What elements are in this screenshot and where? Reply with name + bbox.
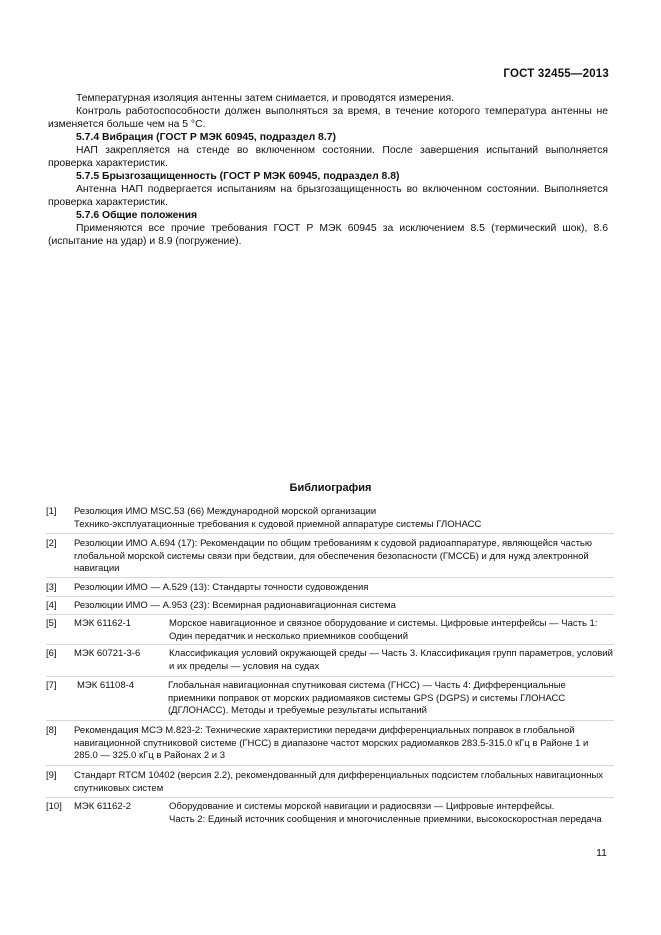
entry-number: [3] [46, 582, 57, 593]
entry-text: Классификация условий окружающей среды — Часть 3. Классификация групп параметров, условий и их пределы — условия на судах [169, 648, 613, 672]
entry-reference: МЭК 61162-1 [74, 618, 132, 629]
entry-divider [46, 577, 614, 578]
entry-divider [46, 720, 614, 721]
entry-reference: МЭК 61162-2 [74, 801, 132, 812]
section-heading: 5.7.4 Вибрация (ГОСТ Р МЭК 60945, подраздел 8.7) [76, 132, 336, 143]
entry-number: [2] [46, 538, 57, 549]
entry-divider [46, 676, 614, 677]
entry-text: Стандарт RTCM 10402 (версия 2.2), рекомендованный для дифференциальных подсистем глобальных навигационных спутниковых систем [74, 770, 604, 794]
paragraph: Применяются все прочие требования ГОСТ Р МЭК 60945 за исключением 8.5 (термический шок), 8.6 (испытание на удар) и 8.9 (погружение). [48, 223, 608, 247]
entry-divider [46, 644, 614, 645]
page-number: 11 [596, 847, 607, 859]
entry-text: Резолюции ИМО А.694 (17): Рекомендации по общим требованиям к судовой радиоаппаратуре, являющейся частью глобальной морской системы связи при бедствии, для обеспечения безопасности (ГМССБ) и для нужд электронной навигации [74, 538, 592, 574]
entry-text: Рекомендация МСЭ М.823-2: Технические характеристики передачи дифференциальных поправок в глобальной навигационной спутниковой системе (ГНСС) в диапазоне частот морских радиомаяков 283.5-315.0 кГц в Районе 1 и 285.0 — 325.0 кГц в Районах 2 и 3 [74, 725, 589, 761]
entry-reference: МЭК 61108-4 [77, 680, 135, 691]
standard-number-header: ГОСТ 32455—2013 [503, 68, 609, 80]
entry-number: [7] [46, 680, 57, 691]
paragraph: НАП закрепляется на стенде во включенном состоянии. После завершения испытаний выполняется проверка характеристик. [48, 145, 608, 169]
entry-number: [9] [46, 770, 57, 781]
entry-number: [4] [46, 600, 57, 611]
entry-text: Резолюция ИМО MSC.53 (66) Международной морской организации Технико-эксплуатационные требования к судовой приемной аппаратуре системы ГЛОНАСС [74, 506, 482, 530]
entry-number: [10] [46, 801, 62, 812]
entry-number: [8] [46, 725, 57, 736]
section-heading: 5.7.5 Брызгозащищенность (ГОСТ Р МЭК 60945, подраздел 8.8) [76, 171, 400, 182]
section-heading: 5.7.6 Общие положения [76, 210, 198, 221]
entry-divider [46, 765, 614, 766]
entry-number: [5] [46, 618, 57, 629]
entry-divider [46, 614, 614, 615]
entry-reference: МЭК 60721-3-6 [74, 648, 141, 659]
bibliography-title: Библиография [289, 482, 372, 494]
entry-text: Глобальная навигационная спутниковая система (ГНСС) — Часть 4: Дифференциальные приемники поправок от морских радиомаяков системы GPS (DGPS) и системы ГЛОНАСС (ДГЛОНАСС). Методы и требуемые результаты испытаний [168, 680, 566, 716]
entry-divider [46, 533, 614, 534]
entry-text: Оборудование и системы морской навигации и радиосвязи — Цифровые интерфейсы. Часть 2: Единый источник сообщения и многочисленные приемники, высокоскоростная передача [169, 801, 602, 825]
paragraph: Температурная изоляция антенны затем снимается, и проводятся измерения. [76, 93, 454, 104]
entry-text: Резолюции ИМО — А.953 (23): Всемирная радионавигационная система [74, 600, 396, 611]
entry-number: [6] [46, 648, 57, 659]
paragraph: Контроль работоспособности должен выполняться за время, в течение которого температура антенны не изменяется больше чем на 5 °С. [48, 106, 608, 130]
entry-divider [46, 596, 614, 597]
entry-text: Морское навигационное и связное оборудование и системы. Цифровые интерфейсы — Часть 1: Один передатчик и несколько приемников сообщений [169, 618, 598, 642]
paragraph: Антенна НАП подвергается испытаниям на брызгозащищенность во включенном состоянии. Выполняется проверка характеристик. [48, 184, 608, 208]
entry-text: Резолюции ИМО — А.529 (13): Стандарты точности судовождения [74, 582, 369, 593]
entry-divider [46, 797, 614, 798]
body-text [48, 92, 608, 248]
entry-number: [1] [46, 506, 57, 517]
